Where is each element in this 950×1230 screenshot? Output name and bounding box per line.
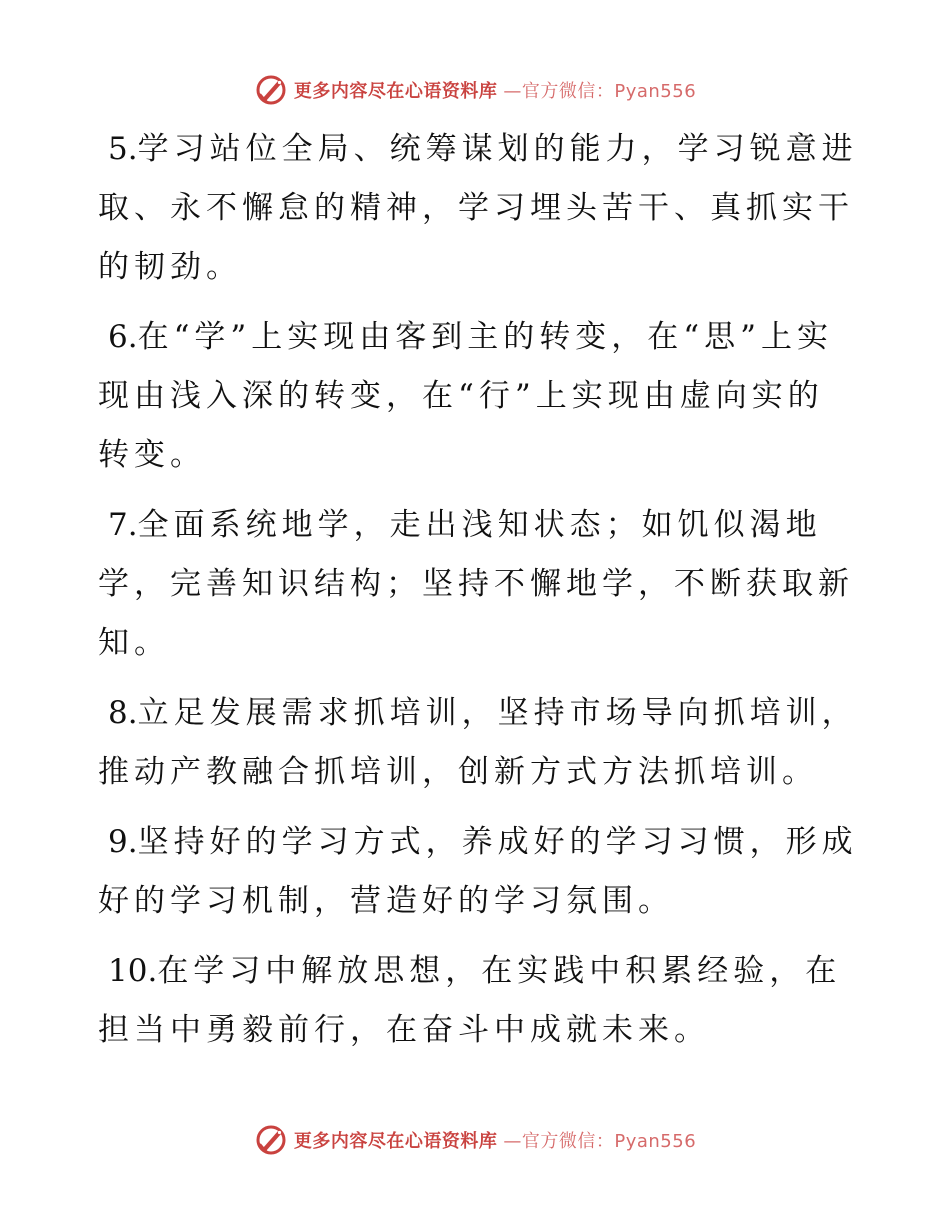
item-text: 坚持好的学习方式，养成好的学习习惯，形成好的学习机制，营造好的学习氛围。 xyxy=(98,824,858,919)
list-item-6 xyxy=(98,308,858,485)
item-number: 6. xyxy=(108,319,138,355)
list-item-9 xyxy=(98,813,858,931)
item-text: 在学习中解放思想，在实践中积累经验，在担当中勇毅前行，在奋斗中成就未来。 xyxy=(98,953,842,1048)
footer-banner xyxy=(0,1122,950,1158)
item-text: 学习站位全局、统筹谋划的能力，学习锐意进取、永不懈怠的精神，学习埋头苦干、真抓实干的韧劲。 xyxy=(98,131,858,285)
item-number: 7. xyxy=(108,507,138,543)
header-banner xyxy=(0,72,950,108)
item-number: 8. xyxy=(108,695,138,731)
footer-banner-content xyxy=(254,1123,696,1157)
header-banner-content xyxy=(254,73,696,107)
banner-wechat-text: —官方微信：Pyan556 xyxy=(503,81,697,102)
item-number: 5. xyxy=(108,131,138,167)
item-number: 9. xyxy=(108,824,138,860)
list-item-7 xyxy=(98,496,858,673)
list-item-10 xyxy=(98,942,858,1060)
pen-logo-icon xyxy=(254,73,288,107)
pen-logo-icon xyxy=(254,1123,288,1157)
list-item-5 xyxy=(98,120,858,297)
banner-main-text: 更多内容尽在心语资料库 xyxy=(293,81,498,102)
list-item-8 xyxy=(98,684,858,802)
item-text: 立足发展需求抓培训，坚持市场导向抓培训，推动产教融合抓培训，创新方式方法抓培训。 xyxy=(98,695,858,790)
document-body xyxy=(98,120,858,1071)
item-text: 在“学”上实现由客到主的转变，在“思”上实现由浅入深的转变，在“行”上实现由虚向实的转变。 xyxy=(98,319,833,473)
banner-wechat-text: —官方微信：Pyan556 xyxy=(503,1131,697,1152)
item-number: 10. xyxy=(108,953,158,989)
banner-main-text: 更多内容尽在心语资料库 xyxy=(293,1131,498,1152)
item-text: 全面系统地学，走出浅知状态；如饥似渴地学，完善知识结构；坚持不懈地学，不断获取新知。 xyxy=(98,507,854,661)
